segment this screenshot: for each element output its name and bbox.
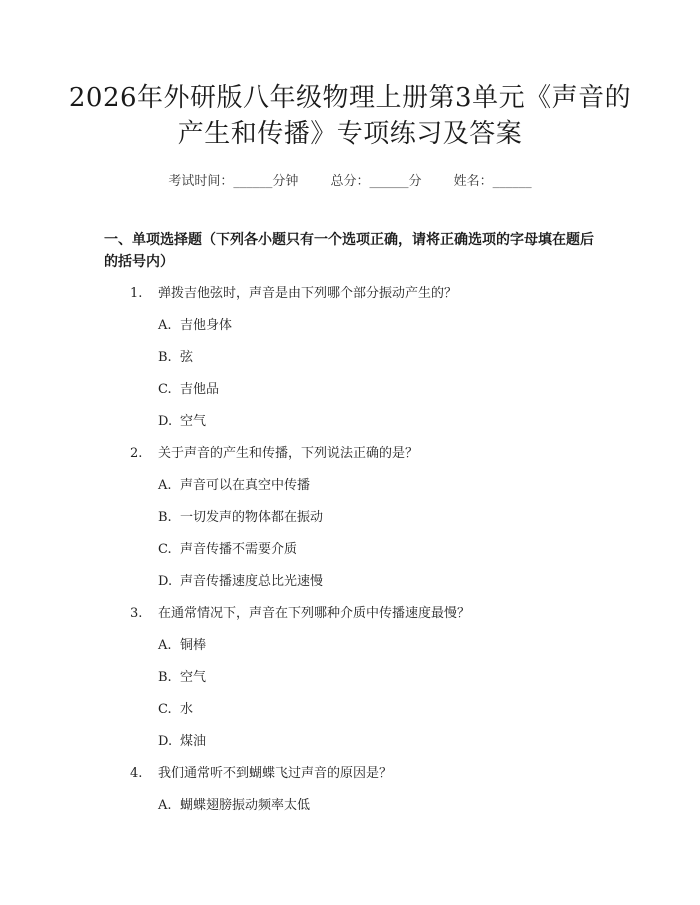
option-letter: A.	[158, 318, 172, 333]
total-score-unit: 分	[408, 174, 422, 189]
exam-time-unit: 分钟	[272, 174, 299, 189]
option-letter: D.	[158, 574, 173, 589]
question-number: 4.	[130, 766, 143, 781]
option-text: 一切发声的物体都在振动	[180, 510, 324, 525]
option-text: 铜棒	[180, 638, 207, 653]
question-1-option-d	[158, 410, 206, 429]
option-text: 声音传播速度总比光速慢	[180, 574, 324, 589]
option-letter: D.	[158, 414, 173, 429]
exam-time-blank: ______	[233, 174, 273, 189]
question-number: 3.	[130, 606, 143, 621]
question-2-option-a	[158, 474, 310, 493]
exam-info-line	[0, 170, 700, 189]
option-text: 弦	[180, 350, 194, 365]
question-number: 2.	[130, 446, 143, 461]
student-name-blank: ______	[492, 174, 532, 189]
option-text: 声音可以在真空中传播	[180, 478, 311, 493]
option-letter: A.	[158, 478, 172, 493]
question-2-option-b	[158, 506, 323, 525]
question-4-option-a	[158, 794, 310, 813]
option-letter: C.	[158, 542, 172, 557]
question-2-option-c	[158, 538, 297, 557]
question-1-option-b	[158, 346, 193, 365]
option-letter: C.	[158, 702, 172, 717]
question-2-option-d	[158, 570, 323, 589]
section-title: 一、单项选择题（下列各小题只有一个选项正确，请将正确选项的字母填在题后的括号内）	[104, 232, 594, 270]
question-1	[130, 282, 457, 301]
question-2	[130, 442, 418, 461]
total-score	[330, 174, 421, 189]
question-3-option-b	[158, 666, 206, 685]
question-1-option-c	[158, 378, 219, 397]
student-name	[454, 174, 532, 189]
question-text: 弹拨吉他弦时，声音是由下列哪个部分振动产生的？	[158, 286, 458, 301]
total-score-label: 总分：	[330, 174, 370, 189]
total-score-blank: ______	[369, 174, 409, 189]
option-letter: A.	[158, 798, 172, 813]
student-name-label: 姓名：	[453, 174, 493, 189]
option-letter: B.	[158, 350, 172, 365]
question-number: 1.	[130, 286, 143, 301]
option-text: 吉他身体	[180, 318, 233, 333]
question-1-option-a	[158, 314, 232, 333]
question-3-option-a	[158, 634, 206, 653]
option-letter: C.	[158, 382, 172, 397]
option-text: 蝴蝶翅膀振动频率太低	[180, 798, 311, 813]
option-text: 声音传播不需要介质	[180, 542, 298, 557]
question-3-option-d	[158, 730, 206, 749]
question-text: 我们通常听不到蝴蝶飞过声音的原因是？	[158, 766, 393, 781]
question-3-option-c	[158, 698, 193, 717]
option-letter: B.	[158, 510, 172, 525]
option-letter: B.	[158, 670, 172, 685]
option-text: 空气	[180, 414, 207, 429]
exam-time-label: 考试时间：	[168, 174, 234, 189]
question-text: 在通常情况下，声音在下列哪种介质中传播速度最慢？	[158, 606, 471, 621]
option-text: 吉他品	[180, 382, 220, 397]
question-text: 关于声音的产生和传播，下列说法正确的是？	[158, 446, 419, 461]
option-text: 空气	[180, 670, 207, 685]
exam-time	[168, 174, 298, 189]
option-text: 煤油	[180, 734, 207, 749]
question-4	[130, 762, 392, 781]
option-text: 水	[180, 702, 194, 717]
option-letter: D.	[158, 734, 173, 749]
question-3	[130, 602, 470, 621]
document-title: 2026年外研版八年级物理上册第3单元《声音的产生和传播》专项练习及答案	[68, 83, 632, 149]
option-letter: A.	[158, 638, 172, 653]
